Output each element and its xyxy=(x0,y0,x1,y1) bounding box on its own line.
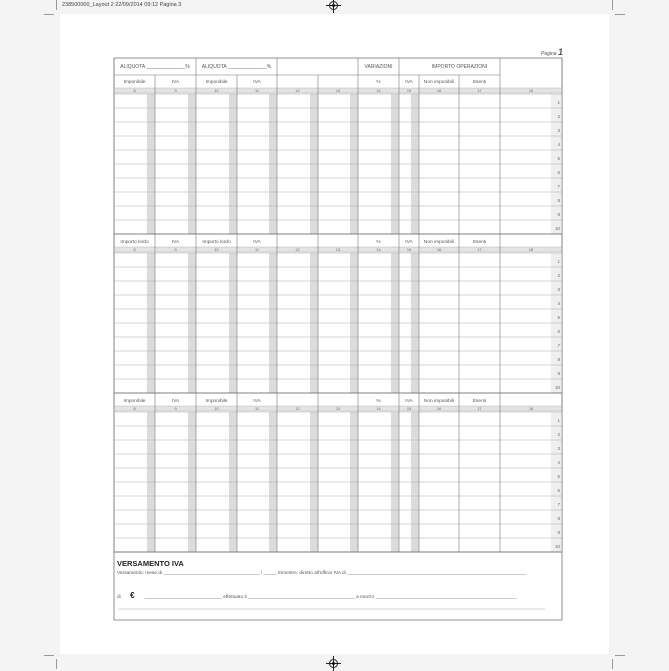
row-number: 5 xyxy=(557,315,560,320)
row-number: 4 xyxy=(557,460,560,465)
column-label-17: Esenti xyxy=(472,399,487,404)
row-number: 6 xyxy=(557,488,560,493)
column-label-11: IVA xyxy=(253,399,261,404)
column-number-17: 17 xyxy=(477,407,482,411)
column-number-18: 18 xyxy=(528,407,534,411)
column-number-8: 8 xyxy=(133,407,136,411)
group-header-0: ALIQUOTA ______________% xyxy=(120,64,190,70)
column-label-11: IVA xyxy=(253,80,261,85)
group-header-1: ALIQUOTA ______________% xyxy=(201,64,272,70)
column-label-17: Esenti xyxy=(472,240,487,245)
column-number-9: 9 xyxy=(174,407,177,411)
row-number: 5 xyxy=(557,156,560,161)
column-number-11: 11 xyxy=(255,407,259,411)
column-number-9: 9 xyxy=(174,248,177,252)
row-number: 8 xyxy=(557,516,560,521)
column-label-16: Non imponibili xyxy=(423,240,455,245)
column-label-11: IVA xyxy=(253,240,261,245)
column-number-8: 8 xyxy=(133,248,136,252)
row-number: 6 xyxy=(557,170,560,175)
row-number: 5 xyxy=(557,474,560,479)
column-label-10: Importo lordo xyxy=(202,240,231,245)
column-label-14: % xyxy=(376,399,381,404)
row-number: 3 xyxy=(557,287,560,292)
column-number-12: 12 xyxy=(295,407,300,411)
column-number-9: 9 xyxy=(174,89,177,93)
column-label-9: IVA xyxy=(171,240,180,245)
row-number: 1 xyxy=(557,418,560,423)
column-number-10: 10 xyxy=(214,89,219,93)
column-label-15: IVA xyxy=(405,399,413,404)
group-header-3: IMPORTO OPERAZIONI xyxy=(431,64,488,70)
row-number: 10 xyxy=(554,226,560,231)
column-label-10: Imponibile xyxy=(205,399,228,404)
row-number: 7 xyxy=(557,502,560,507)
row-number: 8 xyxy=(557,357,560,362)
column-label-10: Imponibile xyxy=(205,80,228,85)
versamento-line-1: Versamento: mese di ____________________________________ / _____ trimestre, diretto all'ufficio IVA di ___________________________________________________________________ xyxy=(117,571,526,576)
column-number-11: 11 xyxy=(255,248,259,252)
column-number-17: 17 xyxy=(477,89,482,93)
column-label-15: IVA xyxy=(405,80,413,85)
column-number-13: 13 xyxy=(335,89,341,93)
row-number: 3 xyxy=(557,128,560,133)
column-number-13: 13 xyxy=(335,407,341,411)
column-label-9: IVA xyxy=(171,80,180,85)
grid-frame xyxy=(114,58,562,552)
column-label-16: Non imponibili xyxy=(423,399,455,404)
row-number: 7 xyxy=(557,343,560,348)
column-label-8: Imponibile xyxy=(123,399,146,404)
row-number: 10 xyxy=(554,385,560,390)
column-number-14: 14 xyxy=(376,248,381,252)
column-number-10: 10 xyxy=(214,407,219,411)
column-number-10: 10 xyxy=(214,248,219,252)
row-number: 1 xyxy=(557,259,560,264)
row-number: 4 xyxy=(557,301,560,306)
column-number-13: 13 xyxy=(335,248,341,252)
column-number-18: 18 xyxy=(528,89,534,93)
row-number: 9 xyxy=(557,530,560,535)
column-label-8: Importo lordo xyxy=(120,240,149,245)
column-number-17: 17 xyxy=(477,248,482,252)
euro-icon: € xyxy=(130,591,135,600)
versamento-di-label: di xyxy=(117,595,121,600)
row-number: 9 xyxy=(557,371,560,376)
column-label-17: Esenti xyxy=(472,80,487,85)
column-number-12: 12 xyxy=(295,89,300,93)
versamento-title: VERSAMENTO IVA xyxy=(117,559,184,568)
row-number: 3 xyxy=(557,446,560,451)
row-number: 1 xyxy=(557,100,560,105)
row-number: 8 xyxy=(557,198,560,203)
column-label-8: Imponibile xyxy=(123,80,146,85)
group-header-2: VARIAZIONI xyxy=(364,64,393,70)
column-number-12: 12 xyxy=(295,248,300,252)
versamento-line-2 xyxy=(117,591,517,600)
row-number: 2 xyxy=(557,273,560,278)
row-number: 2 xyxy=(557,114,560,119)
column-number-18: 18 xyxy=(528,248,534,252)
column-label-14: % xyxy=(376,80,381,85)
row-number: 6 xyxy=(557,329,560,334)
column-label-16: Non imponibili xyxy=(423,80,455,85)
column-number-15: 15 xyxy=(406,407,412,411)
versamento-line-2-text: _____________________________ effettuato il ________________________________________ a mezzo _____________________________________________________ xyxy=(144,595,517,600)
column-label-15: IVA xyxy=(405,240,413,245)
page-label: Pagina xyxy=(541,51,557,57)
column-label-14: % xyxy=(376,240,381,245)
row-number: 9 xyxy=(557,212,560,217)
column-number-14: 14 xyxy=(376,89,381,93)
row-number: 2 xyxy=(557,432,560,437)
row-number: 7 xyxy=(557,184,560,189)
column-number-14: 14 xyxy=(376,407,381,411)
column-label-9: IVA xyxy=(171,399,180,404)
column-number-11: 11 xyxy=(255,89,259,93)
print-header: 238500000_Layout 2 22/09/2014 09:12 Pagina 3 xyxy=(62,2,182,8)
column-number-16: 16 xyxy=(436,407,442,411)
page-number-value: 1 xyxy=(557,47,563,57)
row-number: 10 xyxy=(554,544,560,549)
column-number-15: 15 xyxy=(406,89,412,93)
column-number-8: 8 xyxy=(133,89,136,93)
column-number-16: 16 xyxy=(436,89,442,93)
row-number: 4 xyxy=(557,142,560,147)
column-number-15: 15 xyxy=(406,248,412,252)
column-number-16: 16 xyxy=(436,248,442,252)
